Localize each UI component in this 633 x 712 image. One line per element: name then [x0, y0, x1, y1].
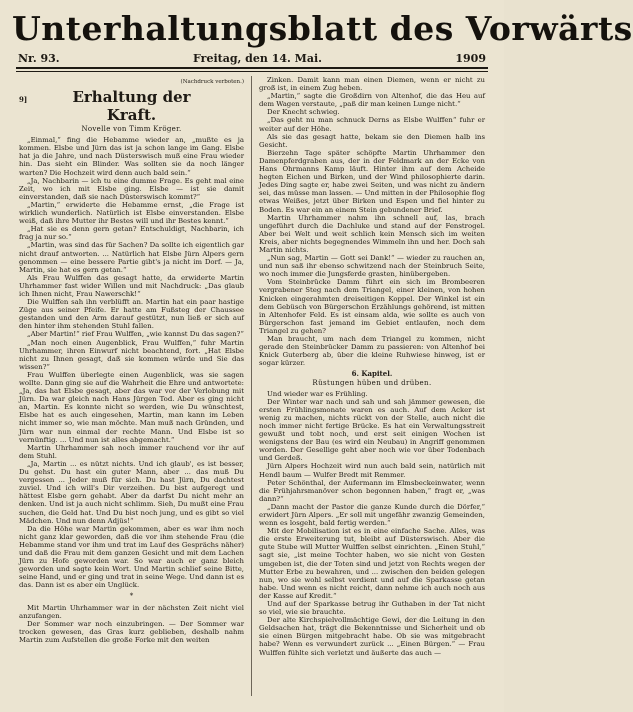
paragraph: Bierzehn Tage später schöpfte Martin Uhrhammer den Damenpferdgraben aus, der in der Feldmark an der Ecke von Hans Ohrmanns Kamp läuft. Hinter ihm auf dem Acheide hegten Eichen und Birken, und der Wind philosophierte darin. Jedes Ding sagte er, habe zwei Seiten, und was nicht zu ändern sei, das müsse man lassen. — Und mitten in der Philosophie flog etwas Weißes, jetzt über Birken und Espen und fiel hinter zu Boden. Es war ein an einem Stein gebundener Brief. [259, 148, 485, 214]
paragraph: Mit Martin Uhrhammer war in der nächsten Zeit nicht viel anzufangen. [19, 603, 244, 620]
left-column [12, 76, 252, 696]
paragraph: „Dann macht der Pastor die ganze Kunde durch die Dörfer,“ erwidert Jürn Alpers. „Er soll mit ungefähr zwanzig Gemeinden, wenn es losgeht, bald fertig werden.“ [259, 502, 485, 528]
paragraph: Zinken. Damit kann man einen Diemen, wenn er nicht zu groß ist, in einem Zug heben. [259, 76, 485, 93]
paragraph: „Ja, Martin ... es nützt nichts. Und ich glaub', es ist besser, Du gehst. Du hast ein guter Mann, aber ... das muß Du vergessen ... Jeder muß für sich. Du hast Jürn, Du dachtest zuviel. Und ich will's Dir verzeihen. Du bist aufgeregt und hättest Elsbe gern gehabt. Aber da darfst Du nicht mehr an denken. Und ist ja auch nicht schlimm. Sieh, Du mußt eine Frau suchen, die Geld hat. Und Du bist noch jung, und es gibt so viel Mädchen. Und nun denn Adjüs!“ [19, 459, 244, 525]
paragraph: Jürn Alpers Hochzeit wird nun auch bald sein, natürlich mit Hendl baum — Wulfer Bredt mit Remmer. [259, 462, 485, 479]
paragraph: Man braucht, um nach dem Triangel zu kommen, nicht gerade den Steinbrücker Damm zu passieren: von Altenhof bei Knick Guterberg ab, über die kleine Ruhwiese hinweg, ist er sogar kürzer. [259, 335, 485, 368]
paragraph: Der Sommer war noch einzubringen. — Der Sommer war trocken gewesen, das Gras kurz geblieben, deshalb nahm Martin zum Aufstellen die große Forke mit den weiten [19, 619, 244, 644]
paragraph: „Martin,“ erwiderte die Hebamme ernst, „die Frage ist wirklich wunderlich. Natürlich ist Elsbe einverstanden. Elsbe weiß, daß ihre Mutter ihr Bestes will und ihr Bestes kennt.“ [19, 200, 244, 226]
masthead: Unterhaltungsblatt des Vorwärts [12, 9, 633, 48]
story-title: Erhaltung der Kraft. [72, 88, 191, 125]
paragraph: Peter Schönthal, der Aufermann im Elmsbeckeinwater, wenn die Frühjahrsmanöver schon begonnen haben,“ fragt er, „was dann?“ [259, 478, 485, 503]
paragraph: „Man noch einen Augenblick, Frau Wulffen,“ fuhr Martin Uhrhammer, ihren Einwurf nicht beachtend, fort. „Hat Elsbe nicht zu Ihnen gesagt, daß sie kommen würde und Sie das wissen?“ [19, 338, 244, 371]
dateline [12, 52, 492, 65]
chapter-subheading: Rüstungen hüben und drüben. [312, 379, 432, 388]
masthead-rule [16, 67, 488, 72]
paragraph: „Martin, was sind das für Sachen? Da sollte ich eigentlich gar nicht drauf antworten. ... Natürlich hat Elsbe Jürn Alpers gern genommen — eine bessere Partie gibt's ja nicht im Dorf. — Ja, Martin, sie hat es gern getan.“ [19, 241, 244, 274]
chapter-heading: 6. Kapitel. [351, 369, 393, 379]
paragraph: Frau Wulffen überlegte einen Augenblick, was sie sagen wollte. Dann ging sie auf die Wahrheit die Ehre und antwortete: „Ja, das hat Elsbe gesagt, aber das war vor der Verlobung mit Jürn. Da war gleich nach Hans Jürgen Tod. Aber es ging nicht an, Martin. Es konnte nicht so werden, wie Du wünschtest, Elsbe hat es auch eingesehen, Martin, man kann im Leben nicht immer so, wie man möchte. Man muß nach Gründen, und Jürn war nun einmal der rechte Mann. Und Elsbe ist so vernünftig. ... Und nun ist alles abgemacht.“ [19, 370, 244, 444]
paragraph: Martin Uhrhammer sah noch immer rauchend vor ihr auf dem Stuhl. [19, 443, 244, 460]
issue-number: Nr. 93. [18, 52, 60, 65]
paragraph: „Martin,“ sagte die Großdirn von Altenhof, die das Heu auf dem Wagen verstaute, „paß dir man keinen Lunge nicht.“ [259, 92, 485, 109]
paragraph: „Ja, Nachbarin — ich tu eine dumme Frage. Es geht mal eine Zeit, wo ich mit Elsbe ging. Elsbe — ist sie damit einverstanden, daß sie nach Düsterswisch kommt?“ [19, 176, 244, 201]
right-body-text [259, 76, 485, 367]
paragraph: Und wieder war es Frühling. [267, 389, 368, 398]
columns [12, 76, 492, 696]
paragraph: Vom Steinbrücke Damm führt ein sich im Brombeeren vergrabener Steg nach dem Triangel, einer kleinen, von hohen Knicken eingerahmten dreiseitigen Koppel. Der Winkel ist ein dem Gebüsch von Bürgerschon Erzählungs gehörend, ist mitten in Altenhofer Feld. Es ist einsam alda, wie sollte es auch von Bürgerschon fast jemand im Gebiet entlaufen, noch dem Triangel zu gehen? [259, 278, 485, 335]
issue-date: Freitag, den 14. Mai. [193, 52, 322, 65]
paragraph: Der Winter war nach und sah und sah jämmer gewesen, die ersten Frühlingsmonate waren es auch. Auf dem Acker ist wenig zu machen, nichts rückt von der Stelle, auch nicht die noch immer nicht fertige Brücke. Es hat ein Verwaltungsstreit gewußt und tobt noch, und erst seit einigen Wochen ist wenigstens der Bau (es wird ein Neubau) in Angriff genommen worden. Der Gesellige geht aber noch wie vor über Todenbach und Gerdeß. [259, 397, 485, 463]
paragraph: „Das geht nu man schnuck Derns as Elsbe Wulffen“ fuhr er weiter auf der Höhe. [259, 116, 485, 133]
reprint-notice: (Nachdruck verboten.) [180, 79, 244, 85]
paragraph: Martin Uhrhammer nahm ihn schnell auf, las, brach ungeführt durch die Dachluke und stand auf der Fenstrogel. Aber bei Welt und weit schlich kein Mensch sich im weiten Kreis, aber nichts begegnendes Wimmeln ihn und her. Doch sah Martin nichts. [259, 213, 485, 254]
paragraph: „Aber Martin!“ rief Frau Wulffen, „wie kannst Du das sagen?“ [27, 330, 244, 339]
story-heading [19, 88, 244, 124]
paragraph: Und auf der Sparkasse betrug ihr Guthaben in der Tat nicht so viel, wie sie brauchte. [259, 600, 485, 617]
paragraph: Die Wulffen sah ihn verblüfft an. Martin hat ein paar hastige Züge aus seiner Pfeife. Er hatte am Fußsteg der Chaussee gestanden und den Arm darauf gestützt, nun ließ er sich auf den hinter ihm stehenden Stuhl fallen. [19, 298, 244, 331]
paragraph: Der Knecht schwieg. [267, 108, 340, 117]
paragraph: Der alte Kirchspielvollmächtige Gewi, der die Leitung in den Geldsachen hat, trägt die Bekenntnisse und Sicherheit und ob sie einen Bürgen mitgebracht habe. Ob sie was mitgebracht habe? Wenn es verwundert zurück ... „Einen Bürgen.“ — Frau Wulffen fühlte sich verletzt und äußerte das auch — [259, 616, 485, 657]
left-after-star-text [19, 604, 244, 644]
paragraph: „Hat sie es denn gern getan? Entschuldigt, Nachbarin, ich frag ja nur so.“ [19, 225, 244, 242]
right-after-chapter-text [259, 390, 485, 657]
issue-year: 1909 [455, 52, 486, 65]
right-column [252, 76, 492, 696]
paragraph: Als Frau Wulffen das gesagt hatte, da erwiderte Martin Uhrhammer fast wider Willen und mit Nachdruck: „Das glaub ich Ihnen nicht, Frau Nawerschk!“ [19, 273, 244, 298]
story-subtitle: Novelle von Timm Kröger. [81, 125, 182, 134]
left-body-text [19, 136, 244, 589]
paragraph: Mit der Mobilisation ist es in eine einfache Sache. Alles, was die erste Erweiterung tut, bleibt auf Düsterswisch. Aber die gute Stube will Mutter Wulffen selbst einrichten. „Einen Stuhl,“ sagt sie, „ist meine Tochter haben, wo sie nicht von Gesten umgeben ist, die der Toten sind und jetzt von Rechts wegen der Mutter Erbe zu bewahren, und ... zwischen den beiden gelegen nun, wo sie wohl selbst verdient und auf die Sparkasse getan habe. Und wenn es nicht reicht, dann nehme ich auch noch aus der Kasse auf Kredit.“ [259, 527, 485, 600]
installment-number: 9] [19, 95, 28, 105]
section-star: * [129, 592, 134, 601]
paragraph: Da die Höhe war Martin gekommen, aber es war ihm noch nicht ganz klar geworden, daß die vor ihm stehende Frau (die Hebamme stand vor ihm und trat im Lauf des Gesprächs näher) und daß die Frau mit dem ganzen Gesicht und mit dem Lachen Jürn zu Hofe geworden war. So war auch er ganz bleich geworden und sagte kein Wort. Und Martin schlief seine Bitte, seine Hand, und er ging und trat in seine Wege. Und dann ist es das. Dann ist es aber ein Unglück. [19, 524, 244, 590]
paragraph: „Nun sag, Martin — Gott sei Dank!“ — wieder zu rauchen an, und nun saß ihr ebenso schwitzend nach der Steinbruch Seite, wo noch immer die Jungsferde grasten, hinübergeben. [259, 254, 485, 279]
paragraph: „Einmal,“ fing die Hebamme wieder an, „mußte es ja kommen. Elsbe und Jürn das ist ja schon lange im Gang. Elsbe hat ja die Jahre, und nach Düsterswisch muß eine Frau wieder hin. Das sieht ein Blinder. Was sollten sie da noch länger warten? Die Hochzeit wird denn auch bald sein.“ [19, 136, 244, 177]
paragraph: Als sie das gesagt hatte, bekam sie den Diemen halb ins Gesicht. [259, 132, 485, 149]
